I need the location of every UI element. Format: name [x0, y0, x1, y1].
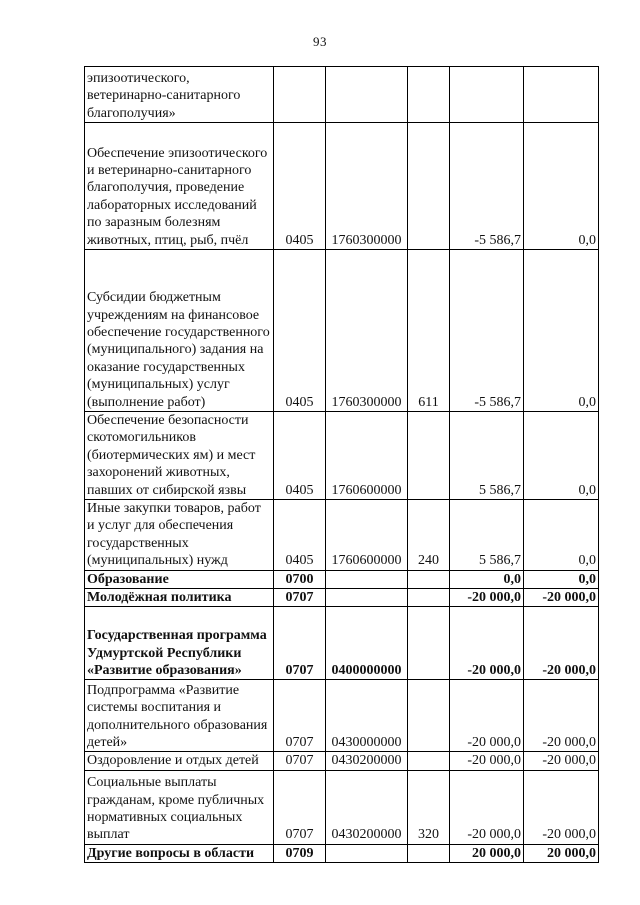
target-article-cell: 0430200000: [326, 752, 408, 770]
section-code-cell: 0405: [274, 123, 326, 250]
amount-change-next-cell: -20 000,0: [524, 680, 599, 752]
amount-change-cell: 20 000,0: [450, 844, 524, 862]
table-row: [85, 570, 599, 588]
expense-type-cell: 320: [408, 770, 450, 844]
amount-change-cell: -20 000,0: [450, 770, 524, 844]
target-article-cell: 0400000000: [326, 607, 408, 680]
target-article-cell: [326, 589, 408, 607]
amount-change-next-cell: [524, 67, 599, 123]
target-article-cell: [326, 67, 408, 123]
amount-change-next-cell: 0,0: [524, 250, 599, 412]
section-code-cell: 0707: [274, 680, 326, 752]
target-article-cell: 1760300000: [326, 123, 408, 250]
expense-type-cell: [408, 67, 450, 123]
expense-type-cell: [408, 123, 450, 250]
amount-change-cell: -20 000,0: [450, 607, 524, 680]
amount-change-cell: [450, 67, 524, 123]
expense-type-cell: [408, 607, 450, 680]
expense-type-cell: [408, 752, 450, 770]
expense-name-cell: Образование: [85, 570, 274, 588]
amount-change-cell: -5 586,7: [450, 250, 524, 412]
amount-change-cell: 5 586,7: [450, 500, 524, 571]
expense-name-cell: Субсидии бюджетным учреждениям на финансовое обеспечение государственного (муниципального) задания на оказание государственных (муниципальных) услуг (выполнение работ): [85, 250, 274, 412]
table-row: [85, 770, 599, 844]
section-code-cell: [274, 67, 326, 123]
target-article-cell: 0430200000: [326, 770, 408, 844]
table-row: [85, 680, 599, 752]
expense-type-cell: 611: [408, 250, 450, 412]
table-row: [85, 752, 599, 770]
target-article-cell: [326, 570, 408, 588]
expense-name-cell: Государственная программа Удмуртской Республики «Развитие образования»: [85, 607, 274, 680]
amount-change-next-cell: 20 000,0: [524, 844, 599, 862]
table-row: [85, 589, 599, 607]
section-code-cell: 0405: [274, 412, 326, 500]
section-code-cell: 0707: [274, 589, 326, 607]
amount-change-next-cell: -20 000,0: [524, 589, 599, 607]
expense-name-cell: эпизоотического, ветеринарно-санитарного благополучия»: [85, 67, 274, 123]
expense-name-cell: Обеспечение безопасности скотомогильников (биотермических ям) и мест захоронений животных, павших от сибирской язвы: [85, 412, 274, 500]
section-code-cell: 0709: [274, 844, 326, 862]
expense-type-cell: [408, 412, 450, 500]
section-code-cell: 0707: [274, 607, 326, 680]
expense-type-cell: 240: [408, 500, 450, 571]
target-article-cell: 1760300000: [326, 250, 408, 412]
expense-type-cell: [408, 589, 450, 607]
expense-name-cell: Обеспечение эпизоотического и ветеринарно-санитарного благополучия, проведение лабораторных исследований по заразным болезням животных, птиц, рыб, пчёл: [85, 123, 274, 250]
target-article-cell: 1760600000: [326, 500, 408, 571]
target-article-cell: 0430000000: [326, 680, 408, 752]
section-code-cell: 0707: [274, 752, 326, 770]
amount-change-cell: -20 000,0: [450, 680, 524, 752]
table-row: [85, 844, 599, 862]
expense-name-cell: Социальные выплаты гражданам, кроме публичных нормативных социальных выплат: [85, 770, 274, 844]
section-code-cell: 0405: [274, 500, 326, 571]
expense-name-cell: Подпрограмма «Развитие системы воспитания и дополнительного образования детей»: [85, 680, 274, 752]
table-row: [85, 123, 599, 250]
amount-change-cell: -20 000,0: [450, 752, 524, 770]
table-row: [85, 67, 599, 123]
amount-change-cell: -20 000,0: [450, 589, 524, 607]
expense-type-cell: [408, 570, 450, 588]
expense-name-cell: Оздоровление и отдых детей: [85, 752, 274, 770]
table-row: [85, 250, 599, 412]
section-code-cell: 0700: [274, 570, 326, 588]
table-row: [85, 607, 599, 680]
amount-change-next-cell: -20 000,0: [524, 752, 599, 770]
table-row: [85, 500, 599, 571]
amount-change-cell: 0,0: [450, 570, 524, 588]
expense-type-cell: [408, 680, 450, 752]
section-code-cell: 0405: [274, 250, 326, 412]
budget-table: [84, 66, 599, 863]
amount-change-next-cell: 0,0: [524, 570, 599, 588]
target-article-cell: [326, 844, 408, 862]
expense-name-cell: Молодёжная политика: [85, 589, 274, 607]
amount-change-next-cell: 0,0: [524, 500, 599, 571]
section-code-cell: 0707: [274, 770, 326, 844]
expense-type-cell: [408, 844, 450, 862]
amount-change-next-cell: 0,0: [524, 412, 599, 500]
amount-change-next-cell: -20 000,0: [524, 770, 599, 844]
amount-change-cell: 5 586,7: [450, 412, 524, 500]
amount-change-cell: -5 586,7: [450, 123, 524, 250]
page-number: 93: [313, 34, 327, 49]
expense-name-cell: Другие вопросы в области: [85, 844, 274, 862]
amount-change-next-cell: -20 000,0: [524, 607, 599, 680]
expense-name-cell: Иные закупки товаров, работ и услуг для обеспечения государственных (муниципальных) нужд: [85, 500, 274, 571]
target-article-cell: 1760600000: [326, 412, 408, 500]
amount-change-next-cell: 0,0: [524, 123, 599, 250]
table-row: [85, 412, 599, 500]
